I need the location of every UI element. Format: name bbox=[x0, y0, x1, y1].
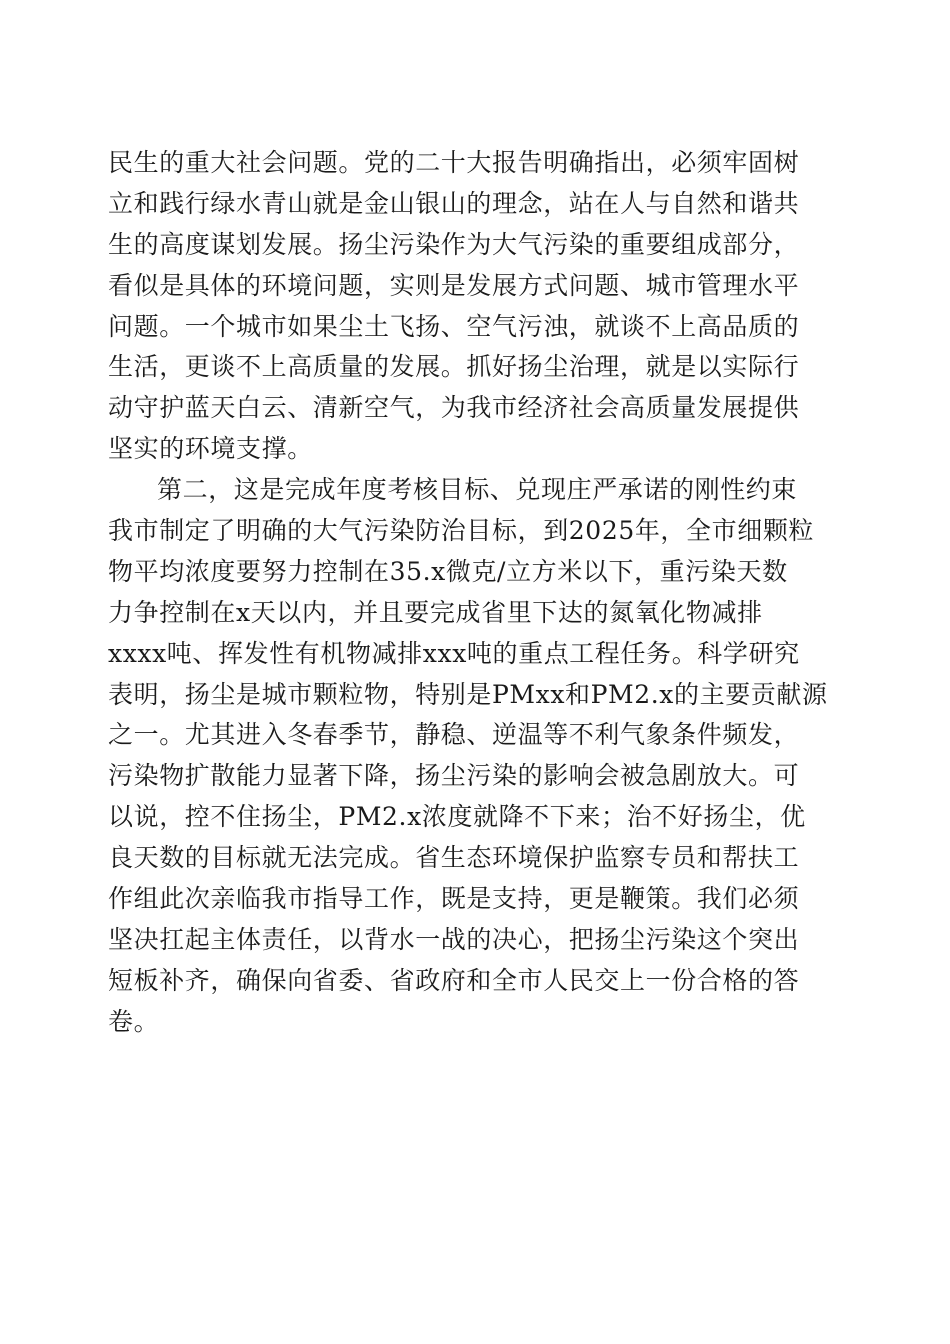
text-line: 作组此次亲临我市指导工作，既是支持，更是鞭策。我们必须 bbox=[108, 884, 800, 914]
paragraph-2 bbox=[108, 470, 830, 1042]
text-line: 表明，扬尘是城市颗粒物，特别是PMxx和PM2.x的主要贡献源 bbox=[108, 679, 828, 709]
text-line: 以说，控不住扬尘，PM2.x浓度就降不下来；治不好扬尘，优 bbox=[108, 802, 806, 832]
section-heading-line: 第二，这是完成年度考核目标、兑现庄严承诺的刚性约束 bbox=[157, 475, 798, 505]
text-line: 之一。尤其进入冬春季节，静稳、逆温等不利气象条件频发， bbox=[108, 720, 800, 750]
text-line: 卷。 bbox=[108, 1006, 160, 1036]
text-line: 看似是具体的环境问题，实则是发展方式问题、城市管理水平 bbox=[108, 270, 800, 300]
text-line: 动守护蓝天白云、清新空气，为我市经济社会高质量发展提供 bbox=[108, 393, 800, 423]
text-line: 我市制定了明确的大气污染防治目标，到2025年，全市细颗粒 bbox=[108, 516, 815, 546]
text-line: 坚实的环境支撑。 bbox=[108, 434, 313, 464]
text-line: 立和践行绿水青山就是金山银山的理念，站在人与自然和谐共 bbox=[108, 188, 800, 218]
text-line: 污染物扩散能力显著下降，扬尘污染的影响会被急剧放大。可 bbox=[108, 761, 800, 791]
text-line: 生活，更谈不上高质量的发展。抓好扬尘治理，就是以实际行 bbox=[108, 352, 800, 382]
text-line: 短板补齐，确保向省委、省政府和全市人民交上一份合格的答 bbox=[108, 965, 800, 995]
document-body bbox=[108, 143, 830, 1043]
text-line: 坚决扛起主体责任，以背水一战的决心，把扬尘污染这个突出 bbox=[108, 924, 800, 954]
text-line: 生的高度谋划发展。扬尘污染作为大气污染的重要组成部分， bbox=[108, 229, 800, 259]
text-line: xxxx吨、挥发性有机物减排xxx吨的重点工程任务。科学研究 bbox=[108, 638, 800, 668]
text-line: 民生的重大社会问题。党的二十大报告明确指出，必须牢固树 bbox=[108, 148, 800, 177]
paragraph-1 bbox=[108, 143, 830, 470]
text-line: 问题。一个城市如果尘土飞扬、空气污浊，就谈不上高品质的 bbox=[108, 311, 800, 341]
text-line: 物平均浓度要努力控制在35.x微克/立方米以下，重污染天数 bbox=[108, 556, 788, 586]
text-line: 力争控制在x天以内，并且要完成省里下达的氮氧化物减排 bbox=[108, 597, 763, 627]
text-line: 良天数的目标就无法完成。省生态环境保护监察专员和帮扶工 bbox=[108, 843, 800, 873]
